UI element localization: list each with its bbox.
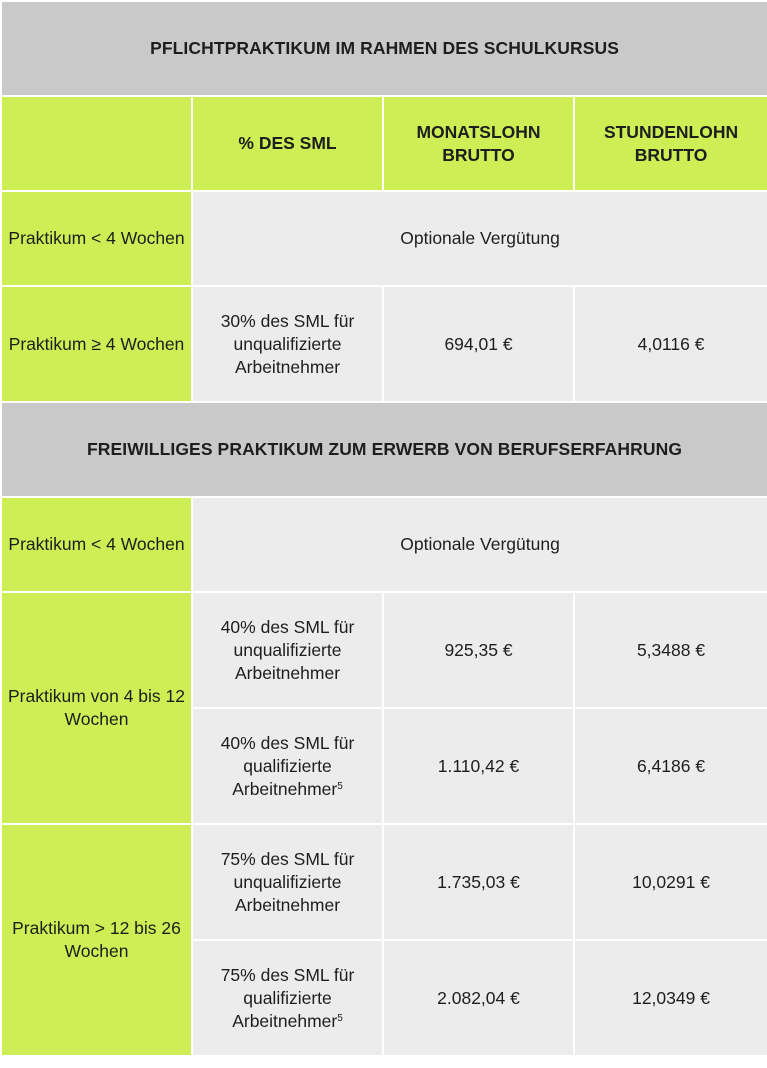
sml-text: 75% des SML für qualifizierte Arbeitnehmer [220,964,355,1031]
hourly-wage-cell: 5,3488 € [575,593,767,707]
sml-text: 40% des SML für qualifizierte Arbeitnehmer [220,732,355,799]
row-label: Praktikum von 4 bis 12 Wochen [2,593,191,823]
sml-percent-cell: 75% des SML für unqualifizierte Arbeitnehmer [193,825,382,939]
monthly-wage-cell: 694,01 € [384,287,573,401]
header-empty-cell [2,97,191,190]
section-title-voluntary: FREIWILLIGES PRAKTIKUM ZUM ERWERB VON BERUFSERFAHRUNG [2,403,767,496]
optional-pay-cell: Optionale Vergütung [193,192,767,285]
row-label: Praktikum < 4 Wochen [2,498,191,591]
optional-pay-cell: Optionale Vergütung [193,498,767,591]
header-hourly-wage: STUNDENLOHN BRUTTO [575,97,767,190]
sml-percent-cell [193,709,382,823]
header-monthly-wage: MONATSLOHN BRUTTO [384,97,573,190]
row-label: Praktikum ≥ 4 Wochen [2,287,191,401]
header-sml: % DES SML [193,97,382,190]
hourly-wage-cell: 4,0116 € [575,287,767,401]
sml-percent-cell [193,941,382,1055]
footnote-marker: 5 [337,1012,343,1024]
monthly-wage-cell: 1.110,42 € [384,709,573,823]
monthly-wage-cell: 2.082,04 € [384,941,573,1055]
monthly-wage-cell: 925,35 € [384,593,573,707]
sml-percent-cell: 40% des SML für unqualifizierte Arbeitnehmer [193,593,382,707]
sml-percent-cell: 30% des SML für unqualifizierte Arbeitnehmer [193,287,382,401]
hourly-wage-cell: 6,4186 € [575,709,767,823]
hourly-wage-cell: 12,0349 € [575,941,767,1055]
footnote-marker: 5 [337,780,343,792]
section-title-mandatory: PFLICHTPRAKTIKUM IM RAHMEN DES SCHULKURSUS [2,2,767,95]
row-label: Praktikum > 12 bis 26 Wochen [2,825,191,1055]
row-label: Praktikum < 4 Wochen [2,192,191,285]
monthly-wage-cell: 1.735,03 € [384,825,573,939]
hourly-wage-cell: 10,0291 € [575,825,767,939]
